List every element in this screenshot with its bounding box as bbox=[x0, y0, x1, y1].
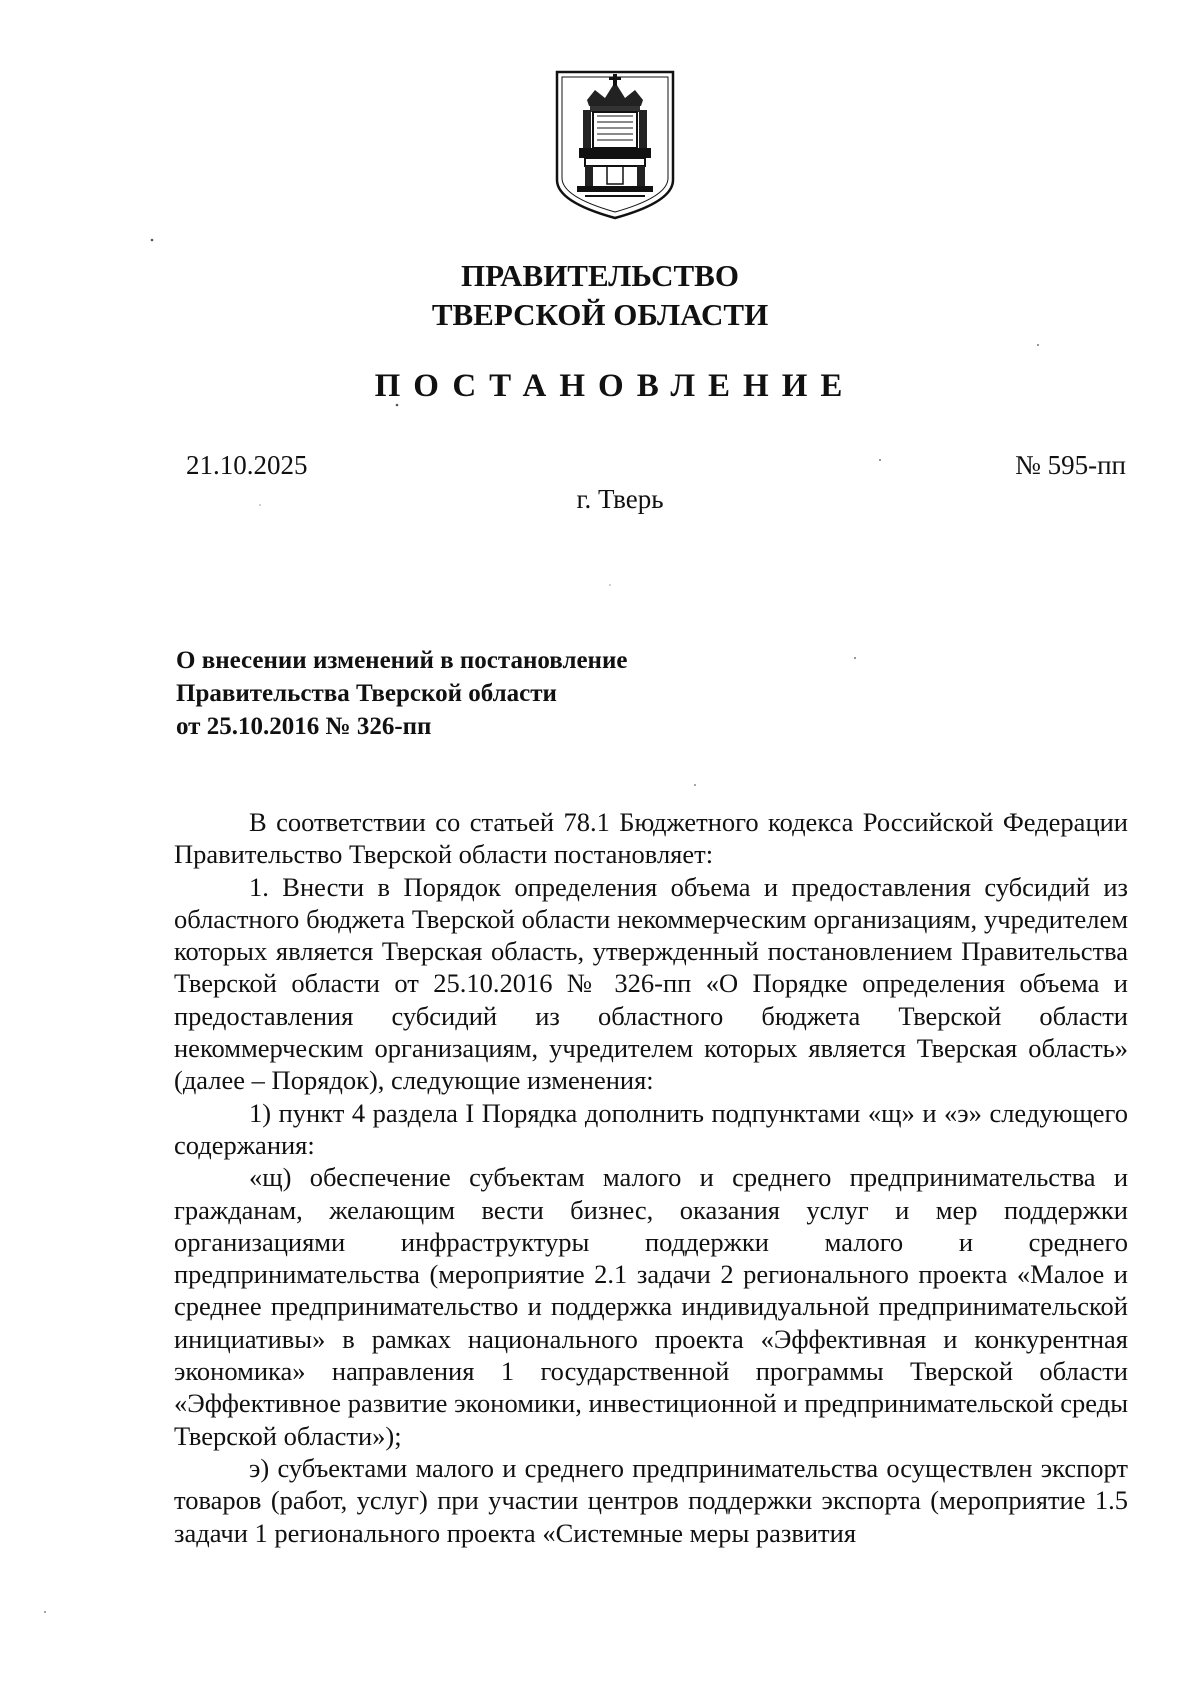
paragraph-preamble: В соответствии со статьей 78.1 Бюджетного кодекса Российской Федерации Правительство Тверской области постановляет: bbox=[174, 807, 1128, 870]
government-title-line2: ТВЕРСКОЙ ОБЛАСТИ bbox=[431, 297, 769, 332]
document-type: ПОСТАНОВЛЕНИЕ bbox=[374, 368, 856, 404]
subject-line-2: Правительства Тверской области bbox=[176, 680, 557, 707]
paragraph-subitem-e: э) субъектами малого и среднего предпринимательства осуществлен экспорт товаров (работ, услуг) при участии центров поддержки экспорта (мероприятие 1.5 задачи 1 регионального проекта «Системные меры развития bbox=[174, 1452, 1128, 1548]
document-subject bbox=[176, 644, 627, 743]
paragraph-subitem-1: 1) пункт 4 раздела I Порядка дополнить подпунктами «щ» и «э» следующего содержания: bbox=[174, 1097, 1128, 1160]
document-body bbox=[174, 806, 1128, 1549]
tver-coat-of-arms bbox=[555, 70, 675, 220]
paragraph-item-1: 1. Внести в Порядок определения объема и предоставления субсидий из областного бюджета Тверской области некоммерческим организациям, учредителем которых является Тверская область, утвержденный постановлением Правительства Тверской области от 25.10.2016 № 326-пп «О Порядке определения объема и предоставления субсидий из областного бюджета Тверской области некоммерческим организациям, учредителем которых является Тверская область» (далее – Порядок), следующие изменения: bbox=[174, 871, 1128, 1096]
paragraph-subitem-shch: «щ) обеспечение субъектам малого и среднего предпринимательства и гражданам, желающим вести бизнес, оказания услуг и мер поддержки организациями инфраструктуры поддержки малого и среднего предпринимательства (мероприятие 2.1 задачи 2 регионального проекта «Малое и среднее предпринимательство и поддержка индивидуальной предпринимательской инициативы» в рамках национального проекта «Эффективная и конкурентная экономика» направления 1 государственной программы Тверской области «Эффективное развитие экономики, инвестиционной и предпринимательской среды Тверской области»); bbox=[174, 1162, 1128, 1451]
subject-line-3: от 25.10.2016 № 326-пп bbox=[176, 713, 432, 740]
government-title-line1: ПРАВИТЕЛЬСТВО bbox=[461, 258, 739, 293]
document-date: 21.10.2025 bbox=[186, 450, 308, 480]
document-city: г. Тверь bbox=[576, 484, 664, 514]
document-number: № 595-пп bbox=[1015, 450, 1126, 480]
subject-line-1: О внесении изменений в постановление bbox=[176, 647, 628, 674]
